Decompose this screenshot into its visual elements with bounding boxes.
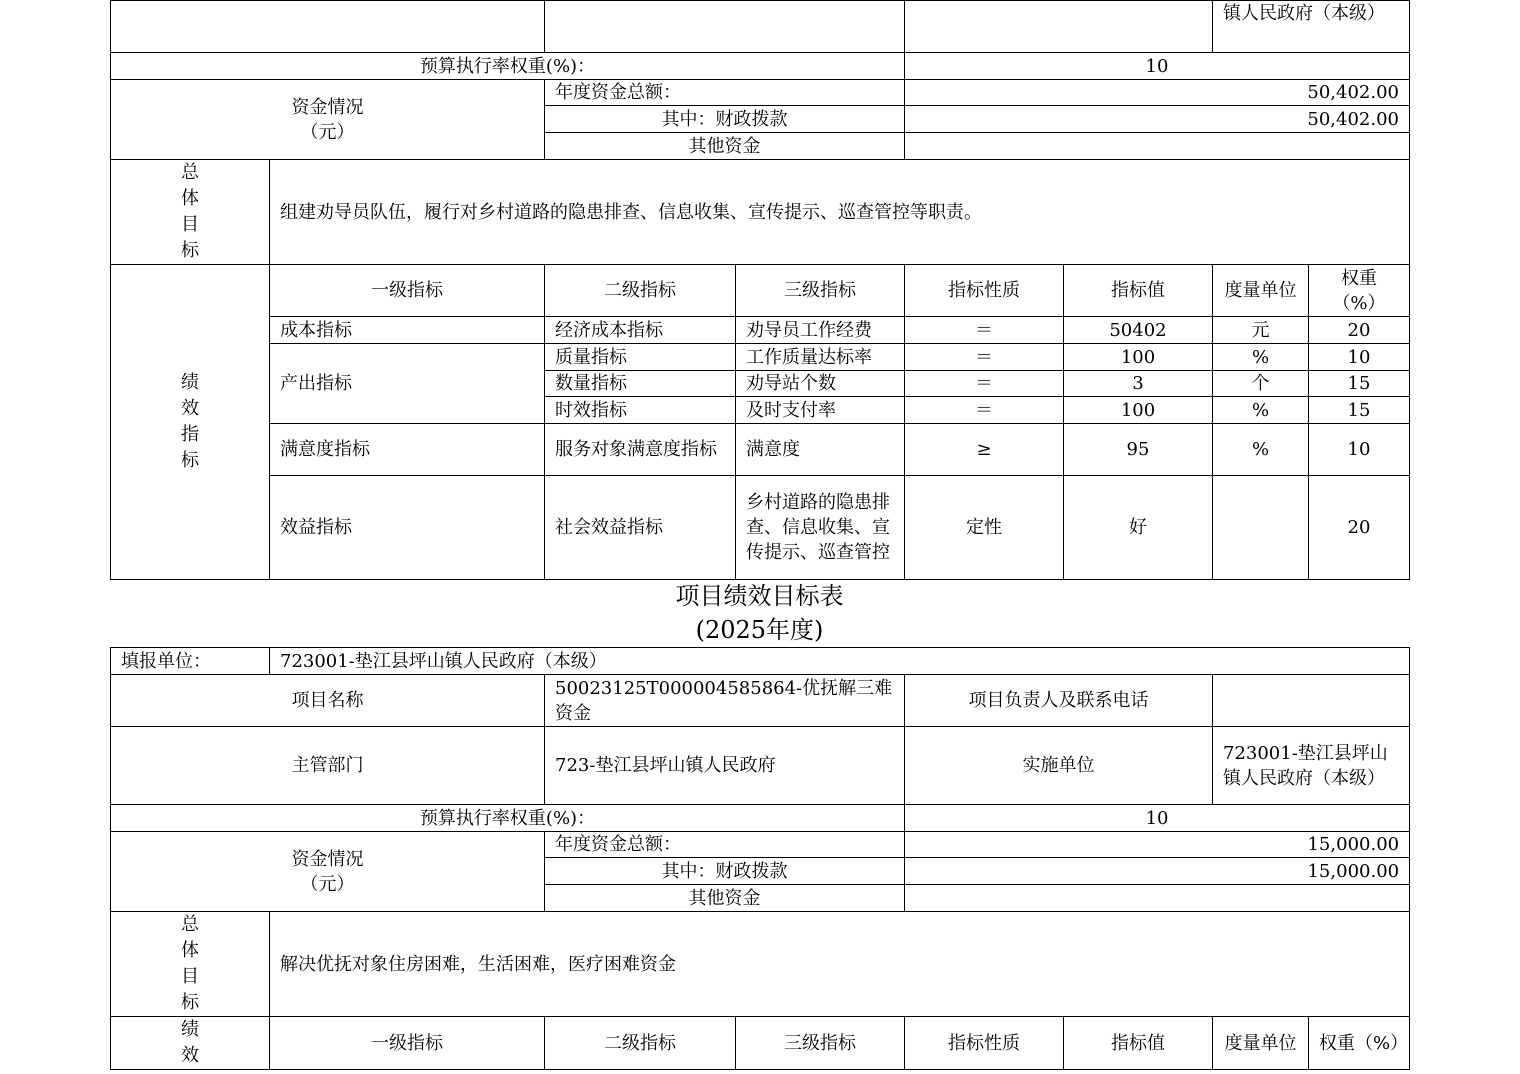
- header-level3: 三级指标: [736, 1017, 905, 1070]
- row-unit: %: [1213, 344, 1309, 371]
- row-weight: 20: [1309, 476, 1410, 580]
- row-level2: 社会效益指标: [545, 476, 736, 580]
- funds-total-value: 15,000.00: [905, 832, 1410, 858]
- funds-label-line2: （元）: [300, 121, 355, 143]
- funds-label: [111, 832, 545, 912]
- row-level1: 满意度指标: [270, 424, 545, 476]
- perf-label-char: 标: [181, 450, 199, 471]
- dept-label: 主管部门: [111, 727, 545, 805]
- header-unit: 度量单位: [1213, 1017, 1309, 1070]
- header-nature: 指标性质: [905, 265, 1064, 317]
- goal-text: 组建劝导员队伍，履行对乡村道路的隐患排查、信息收集、宣传提示、巡查管控等职责。: [270, 160, 1410, 265]
- goal-label: [111, 160, 270, 265]
- goal-label-char: 总: [181, 162, 199, 183]
- goal-label-char: 体: [181, 940, 199, 961]
- row-value: 100: [1064, 344, 1213, 371]
- row-unit: %: [1213, 397, 1309, 424]
- contact-value: [1213, 675, 1410, 727]
- performance-table-2: [110, 647, 1410, 1070]
- goal-label: [111, 912, 270, 1017]
- row-weight: 10: [1309, 424, 1410, 476]
- row-level2: 经济成本指标: [545, 317, 736, 344]
- header-weight: 权重（%）: [1309, 265, 1410, 317]
- row-weight: 15: [1309, 371, 1410, 397]
- impl-unit-label-cell: [905, 1, 1213, 53]
- header-nature: 指标性质: [905, 1017, 1064, 1070]
- funds-label-line2: （元）: [300, 873, 355, 895]
- impl-unit-label: 实施单位: [905, 727, 1213, 805]
- row-level3: 工作质量达标率: [736, 344, 905, 371]
- budget-weight-label: 预算执行率权重(%)：: [111, 805, 905, 832]
- row-unit: 元: [1213, 317, 1309, 344]
- perf-label: [111, 1017, 270, 1070]
- table-row: [111, 317, 1410, 344]
- row-value: 3: [1064, 371, 1213, 397]
- header-level2: 二级指标: [545, 265, 736, 317]
- funds-other-value: [905, 885, 1410, 912]
- row-value: 50402: [1064, 317, 1213, 344]
- funds-fiscal-value: 50,402.00: [905, 106, 1410, 133]
- perf-label-char: 绩: [181, 1019, 199, 1040]
- row-unit: %: [1213, 424, 1309, 476]
- row-level2: 时效指标: [545, 397, 736, 424]
- row-level1: 产出指标: [270, 344, 545, 424]
- row-level3: 乡村道路的隐患排查、信息收集、宣传提示、巡查管控: [736, 476, 905, 580]
- header-level2: 二级指标: [545, 1017, 736, 1070]
- funds-label-line1: 资金情况: [291, 848, 364, 870]
- goal-label-char: 标: [181, 240, 199, 261]
- contact-label: 项目负责人及联系电话: [905, 675, 1213, 727]
- funds-other-value: [905, 133, 1410, 160]
- row-value: 95: [1064, 424, 1213, 476]
- project-name-value: 50023125T000004585864-优抚解三难资金: [545, 675, 905, 727]
- header-value: 指标值: [1064, 1017, 1213, 1070]
- table-row: [111, 476, 1410, 580]
- row-nature: ＝: [905, 397, 1064, 424]
- row-unit: [1213, 476, 1309, 580]
- fill-unit-label: 填报单位：: [111, 648, 270, 675]
- goal-label-char: 标: [181, 992, 199, 1013]
- funds-fiscal-label: 其中：财政拨款: [545, 858, 905, 885]
- row-level2: 质量指标: [545, 344, 736, 371]
- header-value: 指标值: [1064, 265, 1213, 317]
- funds-label-line1: 资金情况: [291, 96, 364, 118]
- impl-unit-value: 镇人民政府（本级）: [1213, 1, 1410, 53]
- funds-total-value: 50,402.00: [905, 80, 1410, 106]
- funds-total-label: 年度资金总额：: [545, 832, 905, 858]
- project-name-label: 项目名称: [111, 675, 545, 727]
- row-unit: 个: [1213, 371, 1309, 397]
- header-level1: 一级指标: [270, 1017, 545, 1070]
- table-row: [111, 344, 1410, 371]
- row-level2: 服务对象满意度指标: [545, 424, 736, 476]
- table-row: [111, 424, 1410, 476]
- budget-weight-label: 预算执行率权重(%)：: [111, 53, 905, 80]
- goal-label-char: 体: [181, 188, 199, 209]
- row-nature: ＝: [905, 344, 1064, 371]
- row-level1: 成本指标: [270, 317, 545, 344]
- row-level3: 及时支付率: [736, 397, 905, 424]
- perf-label-char: 效: [181, 398, 199, 419]
- budget-weight-value: 10: [905, 805, 1410, 832]
- funds-label: [111, 80, 545, 160]
- row-nature: ＝: [905, 371, 1064, 397]
- funds-other-label: 其他资金: [545, 133, 905, 160]
- row-nature: ≥: [905, 424, 1064, 476]
- goal-label-char: 目: [181, 214, 199, 235]
- row-weight: 20: [1309, 317, 1410, 344]
- row-weight: 15: [1309, 397, 1410, 424]
- funds-fiscal-label: 其中：财政拨款: [545, 106, 905, 133]
- perf-label-char: 指: [181, 424, 199, 445]
- header-weight: 权重（%）: [1309, 1017, 1410, 1070]
- funds-total-label: 年度资金总额：: [545, 80, 905, 106]
- row-level3: 劝导站个数: [736, 371, 905, 397]
- budget-weight-value: 10: [905, 53, 1410, 80]
- goal-text: 解决优抚对象住房困难，生活困难，医疗困难资金: [270, 912, 1410, 1017]
- impl-unit-value: 723001-垫江县坪山镇人民政府（本级）: [1213, 727, 1410, 805]
- performance-table-1: [110, 0, 1410, 580]
- row-weight: 10: [1309, 344, 1410, 371]
- row-nature: 定性: [905, 476, 1064, 580]
- header-unit: 度量单位: [1213, 265, 1309, 317]
- row-value: 100: [1064, 397, 1213, 424]
- project-dept-value-cell: [545, 1, 905, 53]
- perf-label: [111, 265, 270, 580]
- row-nature: ＝: [905, 317, 1064, 344]
- page-title: 项目绩效目标表: [675, 582, 844, 610]
- header-level3: 三级指标: [736, 265, 905, 317]
- row-level2: 数量指标: [545, 371, 736, 397]
- funds-other-label: 其他资金: [545, 885, 905, 912]
- row-level3: 劝导员工作经费: [736, 317, 905, 344]
- goal-label-char: 目: [181, 966, 199, 987]
- project-dept-cell: [111, 1, 545, 53]
- row-level1: 效益指标: [270, 476, 545, 580]
- row-level3: 满意度: [736, 424, 905, 476]
- page-subtitle: (2025年度): [695, 616, 824, 644]
- row-value: 好: [1064, 476, 1213, 580]
- perf-label-char: 效: [181, 1045, 199, 1066]
- header-level1: 一级指标: [270, 265, 545, 317]
- perf-label-char: 绩: [181, 372, 199, 393]
- funds-fiscal-value: 15,000.00: [905, 858, 1410, 885]
- goal-label-char: 总: [181, 914, 199, 935]
- dept-value: 723-垫江县坪山镇人民政府: [545, 727, 905, 805]
- fill-unit-value: 723001-垫江县坪山镇人民政府（本级）: [270, 648, 1410, 675]
